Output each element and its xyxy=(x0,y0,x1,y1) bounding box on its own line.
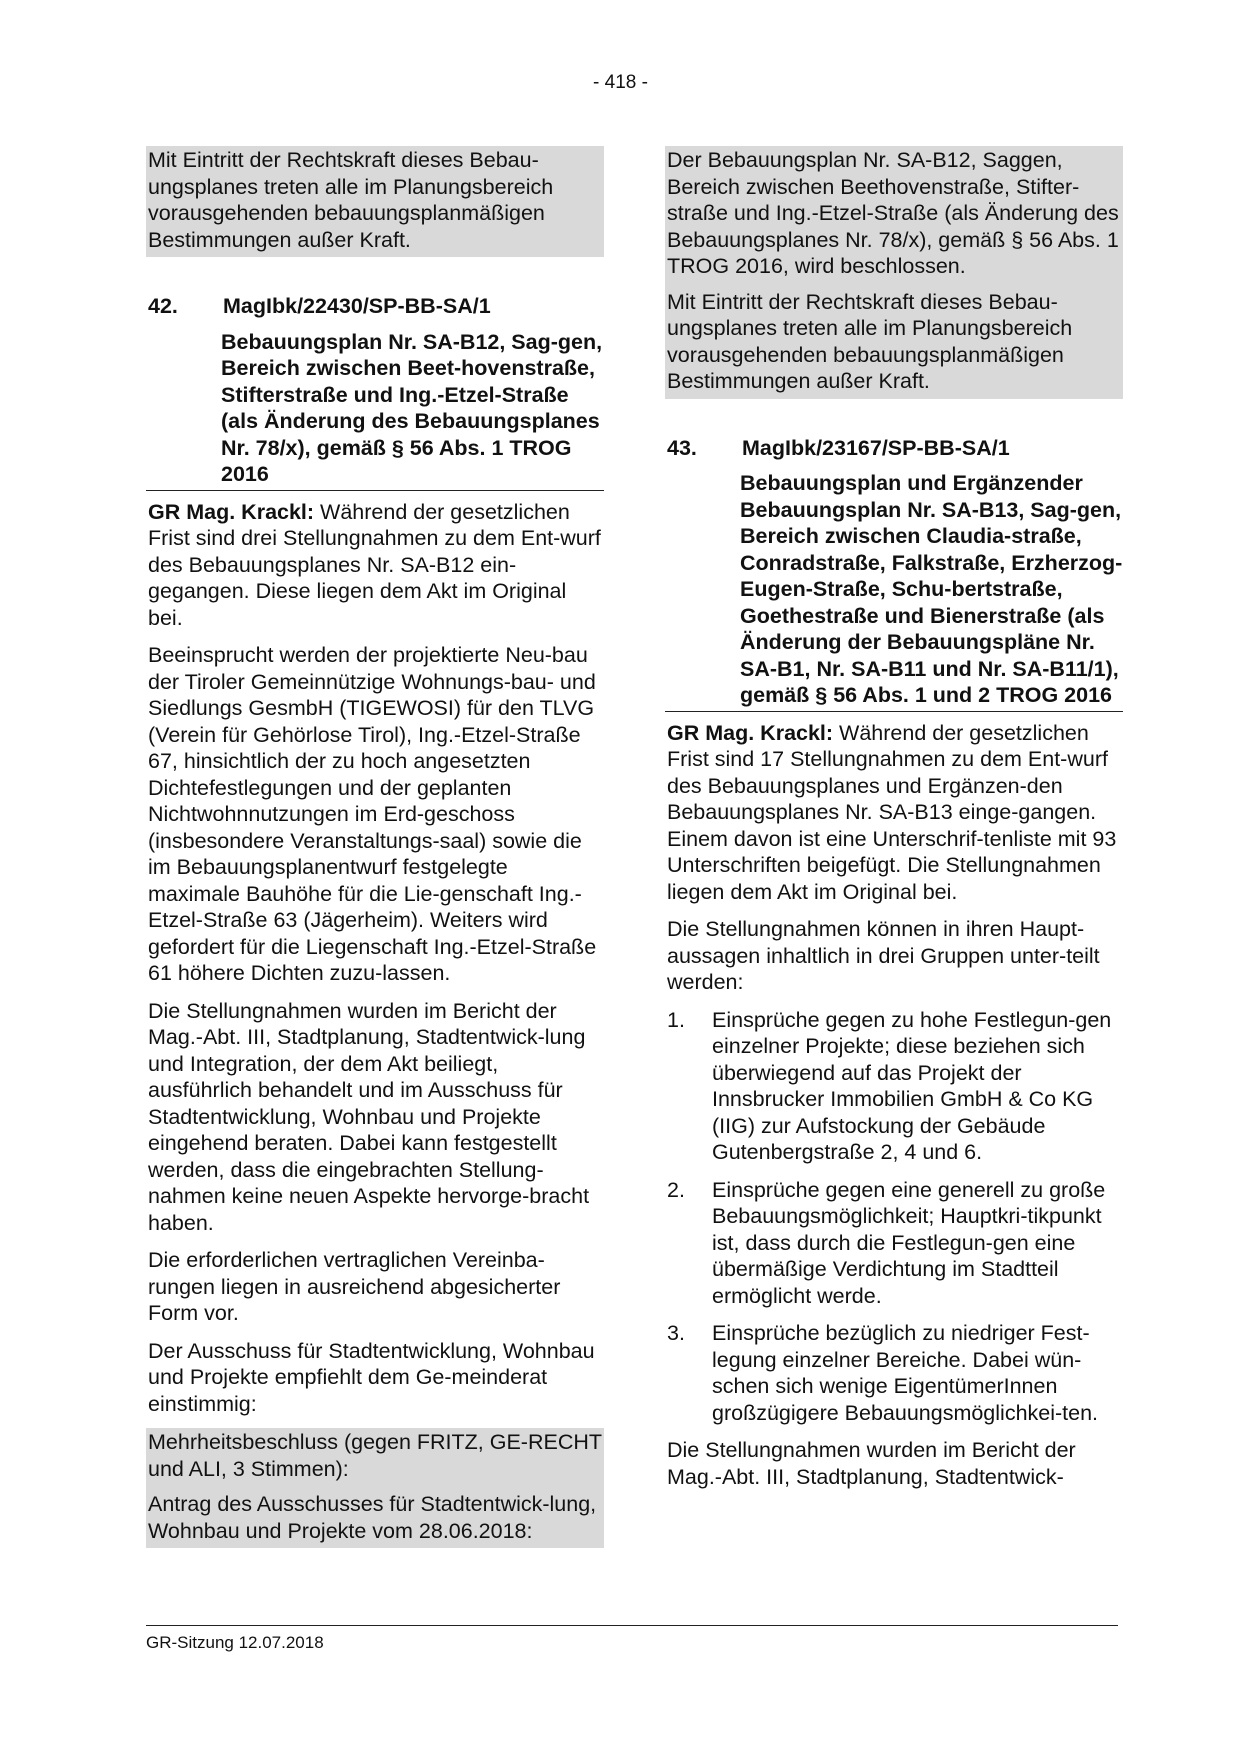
right-shaded-decision xyxy=(665,146,1123,399)
left-paragraph-2: Beeinsprucht werden der projektierte Neu-bau der Tiroler Gemeinnützige Wohnungs-bau- und Siedlungs GesmbH (TIGEWOSI) für den TLVG (Verein für Gehörlose Tirol), Ing.-Etzel-Straße 67, hinsichtlich der zu hoch angesetzten Dichtefestlegungen und der geplanten Nichtwohnnutzungen im Erd-geschoss (insbesondere Veranstaltungs-saal) sowie die im Bebauungsplanentwurf festgelegte maximale Bauhöhe für die Lie-genschaft Ing.-Etzel-Straße 63 (Jägerheim). Weiters wird gefordert für die Liegenschaft Ing.-Etzel-Straße 61 höhere Dichten zuzu-lassen. xyxy=(148,643,597,985)
item-42-rule xyxy=(146,490,604,491)
list-item-number: 3. xyxy=(667,1321,685,1345)
page-footer: GR-Sitzung 12.07.2018 xyxy=(146,1625,1118,1653)
left-paragraph-1 xyxy=(146,499,604,632)
left-paragraph-1-text: Während der gesetzlichen Frist sind drei Stellungnahmen zu dem Ent-wurf des Bebauungsplanes Nr. SA-B12 ein-gegangen. Diese liegen dem Akt im Original bei. xyxy=(148,499,601,630)
item-43-heading xyxy=(665,435,1123,462)
page-number: - 418 - xyxy=(593,72,648,93)
item-42-ref: MagIbk/22430/SP-BB-SA/1 xyxy=(223,294,491,318)
legal-effect-text: Mit Eintritt der Rechtskraft dieses Bebau-ungsplanes treten alle im Planungsbereich vorausgehenden bebauungsplanmäßigen Bestimmungen außer Kraft. xyxy=(667,289,1073,393)
right-column xyxy=(665,146,1123,1501)
item-43-title: Bebauungsplan und Ergänzender Bebauungsplan Nr. SA-B13, Sag-gen, Bereich zwischen Claudia-straße, Conradstraße, Falkstraße, Erzherzog-Eugen-Straße, Schu-bertstraße, Goethestraße und Bienerstraße (als Änderung der Bebauungspläne Nr. SA-B1, Nr. SA-B11 und Nr. SA-B11/1), gemäß § 56 Abs. 1 und 2 TROG 2016 xyxy=(740,471,1123,707)
left-paragraph-5: Der Ausschuss für Stadtentwicklung, Wohnbau und Projekte empfiehlt dem Ge-meinderat einstimmig: xyxy=(148,1338,595,1416)
left-shaded-decision xyxy=(146,1428,604,1548)
item-43-ref: MagIbk/23167/SP-BB-SA/1 xyxy=(742,435,1010,460)
list-item xyxy=(665,1320,1123,1426)
list-item xyxy=(665,1007,1123,1166)
right-paragraph-1 xyxy=(665,720,1123,906)
left-paragraph-3: Die Stellungnahmen wurden im Bericht der Mag.-Abt. III, Stadtplanung, Stadtentwick-lung und Integration, der dem Akt beiliegt, ausführlich behandelt und im Ausschuss für Stadtentwicklung, Wohnbau und Projekte eingehend beraten. Dabei kann festgestellt werden, dass die eingebrachten Stellung-nahmen keine neuen Aspekte hervorge-bracht haben. xyxy=(148,998,590,1235)
list-item-number: 2. xyxy=(667,1177,685,1202)
right-paragraph-3: Die Stellungnahmen wurden im Bericht der Mag.-Abt. III, Stadtplanung, Stadtentwick- xyxy=(667,1438,1076,1489)
resolution-text: Der Bebauungsplan Nr. SA-B12, Saggen, Bereich zwischen Beethovenstraße, Stifter-straße und Ing.-Etzel-Straße (als Änderung des Bebauungsplanes Nr. 78/x), gemäß § 56 Abs. 1 TROG 2016, wird beschlossen. xyxy=(667,148,1119,278)
vote-text: Mehrheitsbeschluss (gegen FRITZ, GE-RECHT und ALI, 3 Stimmen): xyxy=(148,1430,602,1481)
right-paragraph-2: Die Stellungnahmen können in ihren Haupt-aussagen inhaltlich in drei Gruppen unter-teilt werden: xyxy=(667,917,1100,994)
list-item xyxy=(665,1177,1123,1310)
list-item-number: 1. xyxy=(667,1007,685,1032)
objection-list xyxy=(665,1007,1123,1427)
motion-text: Antrag des Ausschusses für Stadtentwick-lung, Wohnbau und Projekte vom 28.06.2018: xyxy=(148,1492,597,1543)
list-item-text: Einsprüche gegen zu hohe Festlegun-gen einzelner Projekte; diese beziehen sich überwiegend auf das Projekt der Innsbrucker Immobilien GmbH & Co KG (IIG) zur Aufstockung der Gebäude Gutenbergstraße 2, 4 und 6. xyxy=(712,1007,1112,1164)
left-intro-text: Mit Eintritt der Rechtskraft dieses Bebau-ungsplanes treten alle im Planungsbereich vorausgehenden bebauungsplanmäßigen Bestimmungen außer Kraft. xyxy=(148,148,554,252)
left-column xyxy=(146,146,604,1548)
right-paragraph-1-text: Während der gesetzlichen Frist sind 17 Stellungnahmen zu dem Ent-wurf des Bebauungsplanes und Ergänzen-den Bebauungsplanes Nr. SA-B13 einge-gangen. Einem davon ist eine Unterschrif-tenliste mit 93 Unterschriften beigefügt. Die Stellungnahmen liegen dem Akt im Original bei. xyxy=(667,720,1117,904)
list-item-text: Einsprüche bezüglich zu niedriger Fest-legung einzelner Bereiche. Dabei wün-schen sich wenige EigentümerInnen großzügigere Bebauungsmöglichkei-ten. xyxy=(712,1321,1099,1425)
left-paragraph-4: Die erforderlichen vertraglichen Vereinba-rungen liegen in ausreichend abgesicherter Form vor. xyxy=(148,1248,561,1325)
list-item-text: Einsprüche gegen eine generell zu große Bebauungsmöglichkeit; Hauptkri-tikpunkt ist, dass durch die Festlegun-gen eine übermäßige Verdichtung im Stadtteil ermöglicht werde. xyxy=(712,1177,1106,1308)
item-42-title: Bebauungsplan Nr. SA-B12, Sag-gen, Bereich zwischen Beet-hovenstraße, Stifterstraße und Ing.-Etzel-Straße (als Änderung des Bebauungsplanes Nr. 78/x), gemäß § 56 Abs. 1 TROG 2016 xyxy=(221,329,603,486)
item-42-number: 42. xyxy=(148,294,178,318)
left-shaded-intro xyxy=(146,146,604,257)
speaker-name: GR Mag. Krackl: xyxy=(148,499,315,524)
item-43-number: 43. xyxy=(667,435,697,460)
item-43-rule xyxy=(665,711,1123,712)
item-42-heading xyxy=(146,293,604,320)
speaker-name: GR Mag. Krackl: xyxy=(667,720,834,745)
